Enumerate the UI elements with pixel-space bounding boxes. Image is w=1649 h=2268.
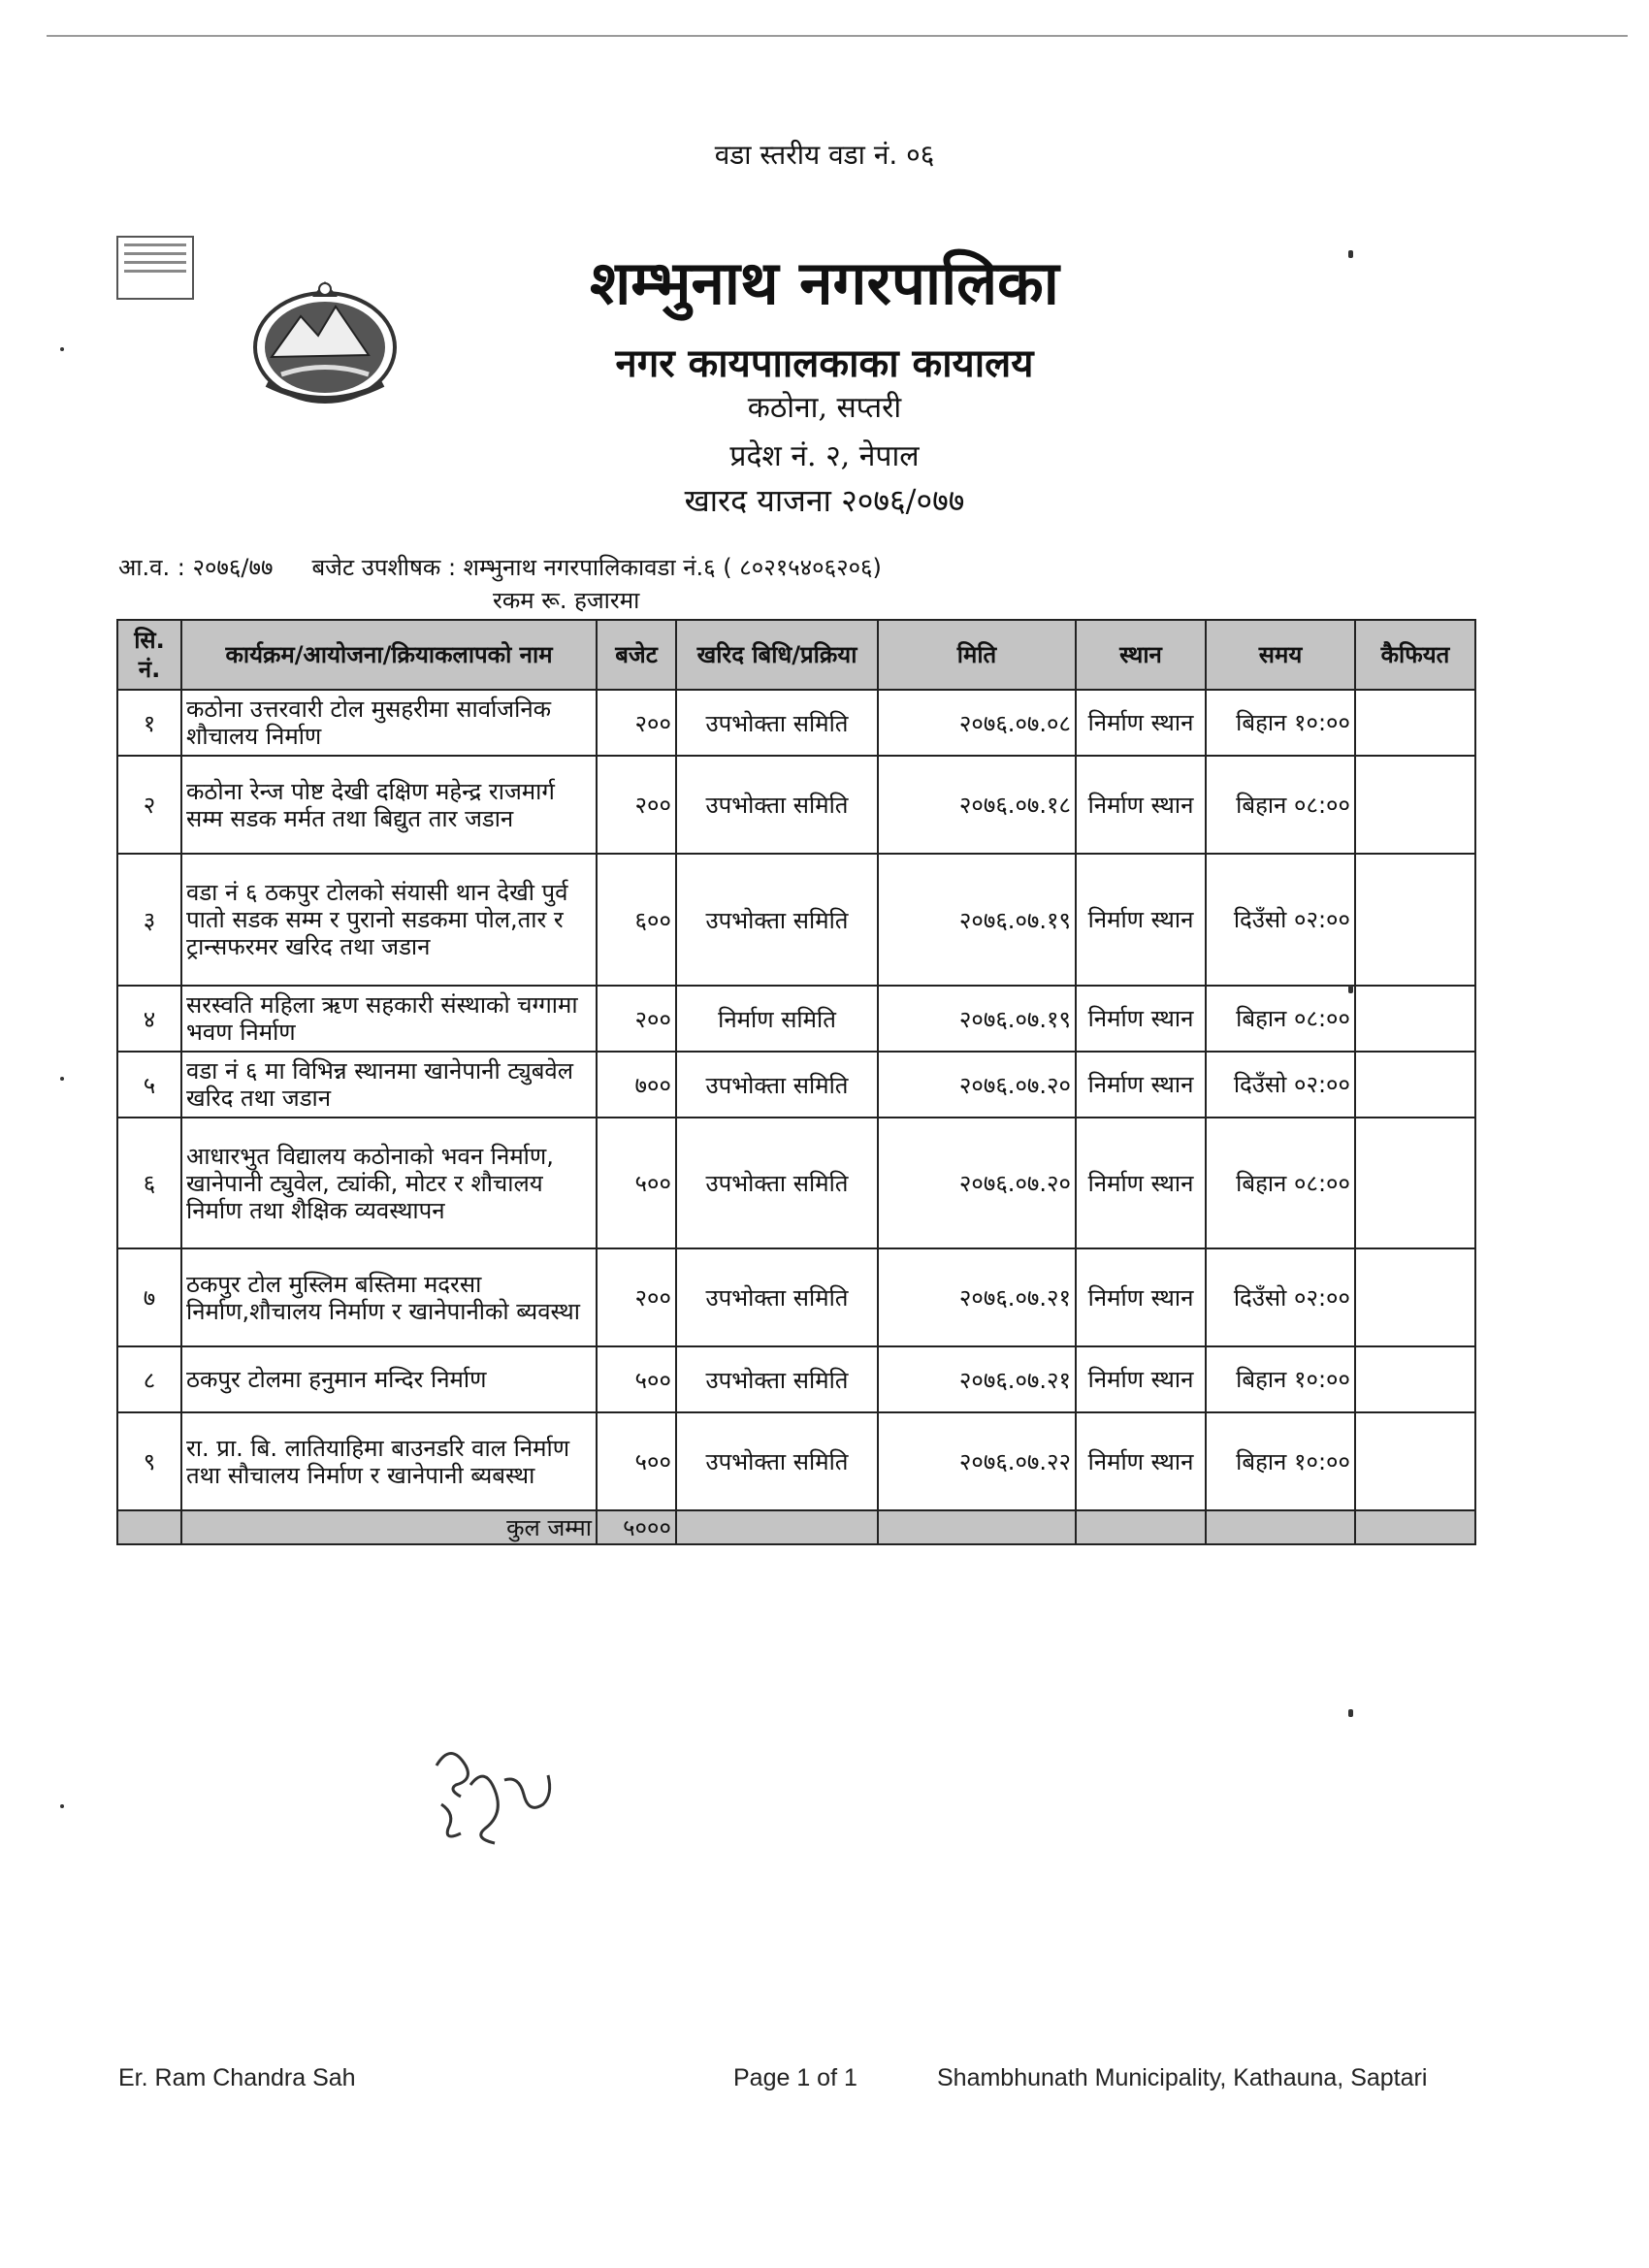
scan-mark — [60, 1077, 64, 1081]
table-row — [117, 1346, 1475, 1412]
cell-time: बिहान ०८:०० — [1206, 1118, 1355, 1248]
cell-date: २०७६.०७.२१ — [878, 1346, 1076, 1412]
table-row — [117, 1052, 1475, 1118]
cell-remarks — [1355, 690, 1475, 756]
cell-date: २०७६.०७.१९ — [878, 986, 1076, 1052]
table-row — [117, 986, 1475, 1052]
cell-name: ठकपुर टोलमा हनुमान मन्दिर निर्माण — [181, 1346, 597, 1412]
address-line-2: प्रदेश नं. २, नेपाल — [729, 439, 920, 473]
cell-budget: ७०० — [597, 1052, 676, 1118]
cell-date: २०७६.०७.२० — [878, 1052, 1076, 1118]
scan-mark — [60, 347, 64, 351]
header-name: कार्यक्रम/आयोजना/क्रियाकलापको नाम — [181, 620, 597, 690]
total-empty-cell — [676, 1510, 878, 1544]
header-date: मिति — [878, 620, 1076, 690]
cell-place: निर्माण स्थान — [1076, 1412, 1206, 1510]
cell-method: उपभोक्ता समिति — [676, 1118, 878, 1248]
cell-remarks — [1355, 1346, 1475, 1412]
cell-budget: २०० — [597, 756, 676, 854]
table-row — [117, 1412, 1475, 1510]
top-border-line — [47, 35, 1628, 37]
ward-level-heading: वडा स्तरीय वडा नं. ०६ — [714, 139, 935, 171]
cell-method: उपभोक्ता समिति — [676, 1248, 878, 1346]
table-row — [117, 690, 1475, 756]
cell-name: ठकपुर टोल मुस्लिम बस्तिमा मदरसा निर्माण,शौचालय निर्माण र खानेपानीको ब्यवस्था — [181, 1248, 597, 1346]
footer-organization: Shambhunath Municipality, Kathauna, Saptari — [937, 2064, 1428, 2091]
budget-subheading: बजेट उपशीषक : शम्भुनाथ नगरपालिकावडा नं.६ ( ८०२१५४०६२०६) — [311, 554, 882, 581]
cell-method: उपभोक्ता समिति — [676, 1052, 878, 1118]
cell-sn: २ — [117, 756, 181, 854]
header-method: खरिद बिधि/प्रक्रिया — [676, 620, 878, 690]
cell-time: बिहान ०८:०० — [1206, 756, 1355, 854]
cell-budget: ६०० — [597, 854, 676, 986]
scan-mark — [60, 1804, 64, 1808]
scan-mark — [1348, 250, 1353, 258]
cell-place: निर्माण स्थान — [1076, 1118, 1206, 1248]
cell-sn: ८ — [117, 1346, 181, 1412]
cell-method: निर्माण समिति — [676, 986, 878, 1052]
cell-budget: २०० — [597, 690, 676, 756]
municipality-name: शम्भुनाथ नगरपालिका — [590, 247, 1059, 318]
cell-time: दिउँसो ०२:०० — [1206, 854, 1355, 986]
total-empty-cell — [878, 1510, 1076, 1544]
scan-mark — [1348, 986, 1353, 993]
cell-time: बिहान १०:०० — [1206, 690, 1355, 756]
cell-name: कठोना उत्तरवारी टोल मुसहरीमा सार्वाजनिक शौचालय निर्माण — [181, 690, 597, 756]
table-total-row — [117, 1510, 1475, 1544]
cell-method: उपभोक्ता समिति — [676, 1346, 878, 1412]
table-row — [117, 854, 1475, 986]
cell-date: २०७६.०७.१८ — [878, 756, 1076, 854]
total-empty-cell — [1076, 1510, 1206, 1544]
total-label: कुल जम्मा — [181, 1510, 597, 1544]
cell-remarks — [1355, 1248, 1475, 1346]
fiscal-year: आ.व. : २०७६/७७ — [118, 554, 274, 581]
cell-sn: ४ — [117, 986, 181, 1052]
total-empty-cell — [1206, 1510, 1355, 1544]
cell-sn: १ — [117, 690, 181, 756]
cell-name: वडा नं ६ मा विभिन्न स्थानमा खानेपानी ट्युबवेल खरिद तथा जडान — [181, 1052, 597, 1118]
total-amount: ५००० — [597, 1510, 676, 1544]
cell-budget: ५०० — [597, 1118, 676, 1248]
cell-date: २०७६.०७.२२ — [878, 1412, 1076, 1510]
cell-name: कठोना रेन्ज पोष्ट देखी दक्षिण महेन्द्र राजमार्ग सम्म सडक मर्मत तथा बिद्युत तार जडान — [181, 756, 597, 854]
cell-name: वडा नं ६ ठकपुर टोलको संयासी थान देखी पुर्व पातो सडक सम्म र पुरानो सडकमा पोल,तार र ट्रान्सफरमर खरिद तथा जडान — [181, 854, 597, 986]
office-name: नगर कायपाालकाका कायालय — [615, 340, 1034, 386]
plan-title: खारद याजना २०७६/०७७ — [684, 482, 965, 519]
cell-date: २०७६.०७.०८ — [878, 690, 1076, 756]
header-budget: बजेट — [597, 620, 676, 690]
cell-remarks — [1355, 756, 1475, 854]
cell-remarks — [1355, 854, 1475, 986]
footer-page-number: Page 1 of 1 — [733, 2064, 857, 2091]
cell-place: निर्माण स्थान — [1076, 986, 1206, 1052]
table-row — [117, 1248, 1475, 1346]
header-sn: सि. नं. — [117, 620, 181, 690]
cell-place: निर्माण स्थान — [1076, 1052, 1206, 1118]
table-row — [117, 1118, 1475, 1248]
cell-place: निर्माण स्थान — [1076, 690, 1206, 756]
total-empty-cell — [117, 1510, 181, 1544]
cell-budget: ५०० — [597, 1346, 676, 1412]
cell-sn: ७ — [117, 1248, 181, 1346]
scan-mark — [1348, 1709, 1353, 1717]
cell-time: दिउँसो ०२:०० — [1206, 1052, 1355, 1118]
cell-remarks — [1355, 1052, 1475, 1118]
footer-author: Er. Ram Chandra Sah — [118, 2064, 356, 2091]
cell-place: निर्माण स्थान — [1076, 1248, 1206, 1346]
cell-sn: ६ — [117, 1118, 181, 1248]
cell-budget: ५०० — [597, 1412, 676, 1510]
cell-name: आधारभुत विद्यालय कठोनाको भवन निर्माण, खानेपानी ट्युवेल, ट्यांकी, मोटर र शौचालय निर्माण तथा शैक्षिक व्यवस्थापन — [181, 1118, 597, 1248]
table-row — [117, 756, 1475, 854]
cell-place: निर्माण स्थान — [1076, 1346, 1206, 1412]
cell-method: उपभोक्ता समिति — [676, 854, 878, 986]
cell-sn: ३ — [117, 854, 181, 986]
handwritten-signature — [427, 1736, 572, 1863]
cell-time: बिहान १०:०० — [1206, 1412, 1355, 1510]
table-header-row — [117, 620, 1475, 690]
cell-place: निर्माण स्थान — [1076, 756, 1206, 854]
header-remarks: कैफियत — [1355, 620, 1475, 690]
cell-sn: ९ — [117, 1412, 181, 1510]
cell-place: निर्माण स्थान — [1076, 854, 1206, 986]
cell-date: २०७६.०७.२० — [878, 1118, 1076, 1248]
cell-date: २०७६.०७.२१ — [878, 1248, 1076, 1346]
fiscal-year-line — [118, 551, 882, 583]
cell-method: उपभोक्ता समिति — [676, 1412, 878, 1510]
cell-remarks — [1355, 1118, 1475, 1248]
cell-remarks — [1355, 1412, 1475, 1510]
cell-name: सरस्वति महिला ऋण सहकारी संस्थाको चग्गामा भवण निर्माण — [181, 986, 597, 1052]
header-place: स्थान — [1076, 620, 1206, 690]
cell-time: बिहान १०:०० — [1206, 1346, 1355, 1412]
total-empty-cell — [1355, 1510, 1475, 1544]
cell-date: २०७६.०७.१९ — [878, 854, 1076, 986]
cell-remarks — [1355, 986, 1475, 1052]
cell-time: बिहान ०८:०० — [1206, 986, 1355, 1052]
cell-method: उपभोक्ता समिति — [676, 756, 878, 854]
cell-name: रा. प्रा. बि. लातियाहिमा बाउनडरि वाल निर्माण तथा सौचालय निर्माण र खानेपानी ब्यबस्था — [181, 1412, 597, 1510]
address-line-1: कठोना, सप्तरी — [747, 391, 902, 425]
cell-budget: २०० — [597, 1248, 676, 1346]
cell-time: दिउँसो ०२:०० — [1206, 1248, 1355, 1346]
procurement-plan-table — [116, 619, 1476, 1545]
amount-unit-note: रकम रू. हजारमा — [493, 587, 640, 614]
cell-method: उपभोक्ता समिति — [676, 690, 878, 756]
header-time: समय — [1206, 620, 1355, 690]
cell-sn: ५ — [117, 1052, 181, 1118]
cell-budget: २०० — [597, 986, 676, 1052]
